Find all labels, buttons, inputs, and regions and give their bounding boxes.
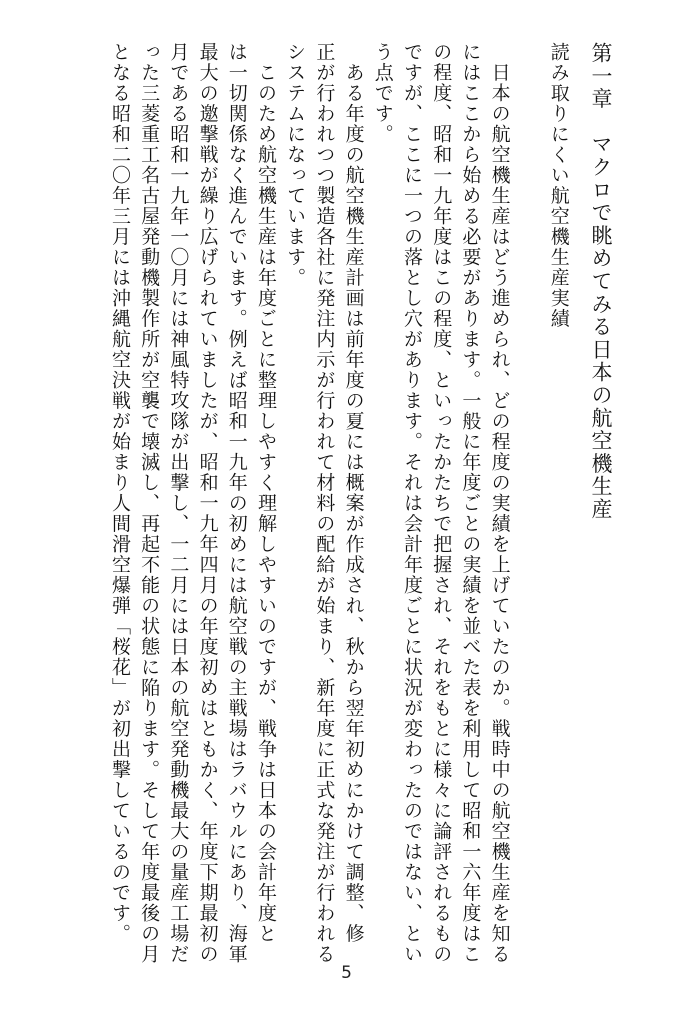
body-line-12: 月である昭和一九年一〇月には神風特攻隊が出撃し、一二月には日本の航空発動機最大の量産工場だ — [167, 42, 190, 965]
body-line-6: ある年度の航空機生産計画は前年度の夏には概案が作成され、秋から翌年初めにかけて調整、修 — [342, 42, 365, 944]
body-line-8: システムになっています。 — [284, 42, 307, 288]
body-line-2: にはここから始める必要があります。一般に年度ごとの実績を並べた表を利用して昭和一六年度はこ — [459, 42, 482, 965]
body-line-1: 日本の航空機生産はどう進められ、どの程度の実績を上げていたのか。戦時中の航空機生産を知る — [488, 42, 511, 965]
body-line-4: ですが、ここに一つの落とし穴があります。それは会計年度ごとに状況が変わったのではない、とい — [400, 42, 423, 965]
section-heading: 読み取りにくい航空機生産実績 — [547, 42, 570, 329]
body-line-9: このため航空機生産は年度ごとに整理しやすく理解しやすいのですが、戦争は日本の会計年度と — [254, 42, 277, 944]
body-line-5: う点です。 — [371, 42, 394, 145]
page-number: 5 — [341, 963, 352, 983]
body-line-7: 正が行われつつ製造各社に発注内示が行われて材料の配給が始まり、新年度に正式な発注が行われる — [313, 42, 336, 965]
body-line-13: った三菱重工名古屋発動機製作所が空襲で壊滅し、再起不能の状態に陥ります。そして年度最後の月 — [138, 42, 161, 965]
body-line-11: 最大の邀撃戦が繰り広げられていましたが、昭和一九年四月の年度初めはともかく、年度下期最初の — [196, 42, 219, 965]
chapter-title: 第一章 マクロで眺めてみる日本の航空機生産 — [589, 42, 613, 521]
body-line-10: は一切関係なく進んでいます。例えば昭和一九年の初めには航空戦の主戦場はラバウルにあり、海軍 — [225, 42, 248, 965]
body-line-3: の程度、昭和一九年度はこの程度、といったかたちで把握され、それをもとに様々に論評されるもの — [430, 42, 453, 965]
vertical-text-block — [105, 42, 615, 965]
body-line-14: となる昭和二〇年三月には沖縄航空決戦が始まり人間滑空爆弾「桜花」が初出撃しているのです。 — [108, 42, 131, 944]
